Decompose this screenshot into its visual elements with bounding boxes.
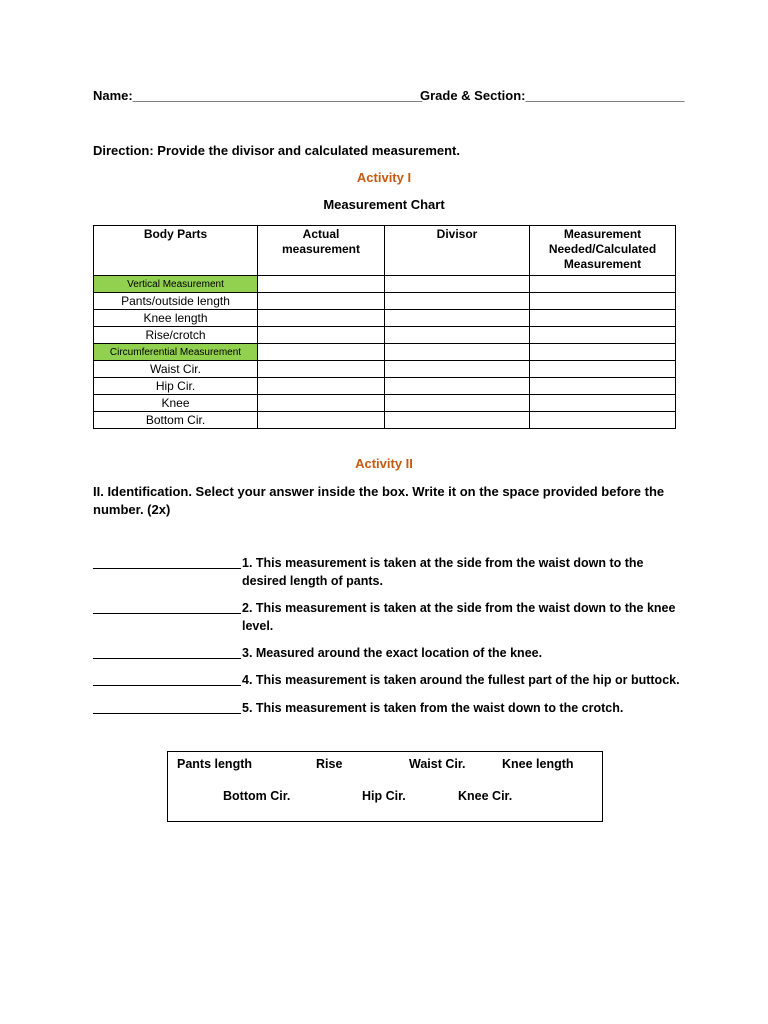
answer-option: Knee Cir. xyxy=(458,789,513,803)
direction-text: Direction: Provide the divisor and calculated measurement. xyxy=(93,143,460,158)
answer-option: Waist Cir. xyxy=(409,757,466,771)
calculated-measurement-cell[interactable] xyxy=(530,310,676,327)
column-header-divisor: Divisor xyxy=(385,226,530,276)
table-row xyxy=(94,293,676,310)
table-cell xyxy=(258,344,385,361)
actual-measurement-cell[interactable] xyxy=(258,412,385,429)
table-cell xyxy=(385,344,530,361)
column-header-text: Actual measurement xyxy=(281,227,361,256)
section-label-vertical: Vertical Measurement xyxy=(94,276,258,293)
identification-instruction: II. Identification. Select your answer inside the box. Write it on the space provided before the number. (2x) xyxy=(93,484,665,517)
question-item xyxy=(93,599,683,635)
table-cell xyxy=(530,276,676,293)
measurement-chart-title: Measurement Chart xyxy=(323,197,445,212)
body-part-label: Hip Cir. xyxy=(94,378,258,395)
table-header-row xyxy=(94,226,676,276)
divisor-cell[interactable] xyxy=(385,395,530,412)
calculated-measurement-cell[interactable] xyxy=(530,293,676,310)
section-label-circumferential: Circumferential Measurement xyxy=(94,344,258,361)
question-item xyxy=(93,554,683,590)
calculated-measurement-cell[interactable] xyxy=(530,395,676,412)
table-cell xyxy=(385,276,530,293)
table-cell xyxy=(258,276,385,293)
answer-choices-box xyxy=(167,751,603,822)
question-text: 4. This measurement is taken around the fullest part of the hip or buttock. xyxy=(242,673,680,687)
actual-measurement-cell[interactable] xyxy=(258,310,385,327)
actual-measurement-cell[interactable] xyxy=(258,378,385,395)
table-row xyxy=(94,310,676,327)
answer-blank[interactable] xyxy=(93,600,241,614)
activity-2-title: Activity II xyxy=(355,456,413,471)
actual-measurement-cell[interactable] xyxy=(258,361,385,378)
table-row xyxy=(94,412,676,429)
answer-option: Rise xyxy=(316,757,343,771)
table-row xyxy=(94,395,676,412)
question-item xyxy=(93,644,683,662)
divisor-cell[interactable] xyxy=(385,378,530,395)
answer-blank[interactable] xyxy=(93,555,241,569)
question-text: 5. This measurement is taken from the waist down to the crotch. xyxy=(242,701,624,715)
actual-measurement-cell[interactable] xyxy=(258,395,385,412)
body-part-label: Bottom Cir. xyxy=(94,412,258,429)
table-row xyxy=(94,276,676,293)
body-part-label: Pants/outside length xyxy=(94,293,258,310)
table-row xyxy=(94,327,676,344)
table-row xyxy=(94,378,676,395)
answer-option: Pants length xyxy=(177,757,253,771)
question-text: 2. This measurement is taken at the side from the waist down to the knee level. xyxy=(242,601,676,633)
grade-section-field-label: Grade & Section:______________________ xyxy=(420,88,685,103)
name-field-label: Name:________________________________________ xyxy=(93,88,422,103)
answer-blank[interactable] xyxy=(93,700,241,714)
column-header-body-parts: Body Parts xyxy=(94,226,258,276)
activity-1-title: Activity I xyxy=(356,170,412,185)
body-part-label: Knee xyxy=(94,395,258,412)
question-item xyxy=(93,671,683,689)
answer-blank[interactable] xyxy=(93,672,241,686)
divisor-cell[interactable] xyxy=(385,310,530,327)
body-part-label: Waist Cir. xyxy=(94,361,258,378)
column-header-actual-measurement xyxy=(258,226,385,276)
body-part-label: Rise/crotch xyxy=(94,327,258,344)
measurement-chart-table xyxy=(93,225,676,429)
actual-measurement-cell[interactable] xyxy=(258,293,385,310)
calculated-measurement-cell[interactable] xyxy=(530,361,676,378)
calculated-measurement-cell[interactable] xyxy=(530,327,676,344)
table-row xyxy=(94,361,676,378)
actual-measurement-cell[interactable] xyxy=(258,327,385,344)
divisor-cell[interactable] xyxy=(385,361,530,378)
column-header-calculated-measurement xyxy=(530,226,676,276)
answer-option: Knee length xyxy=(502,757,574,771)
calculated-measurement-cell[interactable] xyxy=(530,378,676,395)
body-part-label: Knee length xyxy=(94,310,258,327)
answer-blank[interactable] xyxy=(93,645,241,659)
question-text: 1. This measurement is taken at the side from the waist down to the desired length of pants. xyxy=(242,556,644,588)
divisor-cell[interactable] xyxy=(385,293,530,310)
table-row xyxy=(94,344,676,361)
answer-option: Hip Cir. xyxy=(362,789,406,803)
question-item xyxy=(93,699,683,717)
divisor-cell[interactable] xyxy=(385,327,530,344)
table-cell xyxy=(530,344,676,361)
divisor-cell[interactable] xyxy=(385,412,530,429)
question-text: 3. Measured around the exact location of the knee. xyxy=(242,646,543,660)
column-header-text: Measurement Needed/Calculated Measurement xyxy=(548,227,657,271)
calculated-measurement-cell[interactable] xyxy=(530,412,676,429)
answer-option: Bottom Cir. xyxy=(223,789,291,803)
